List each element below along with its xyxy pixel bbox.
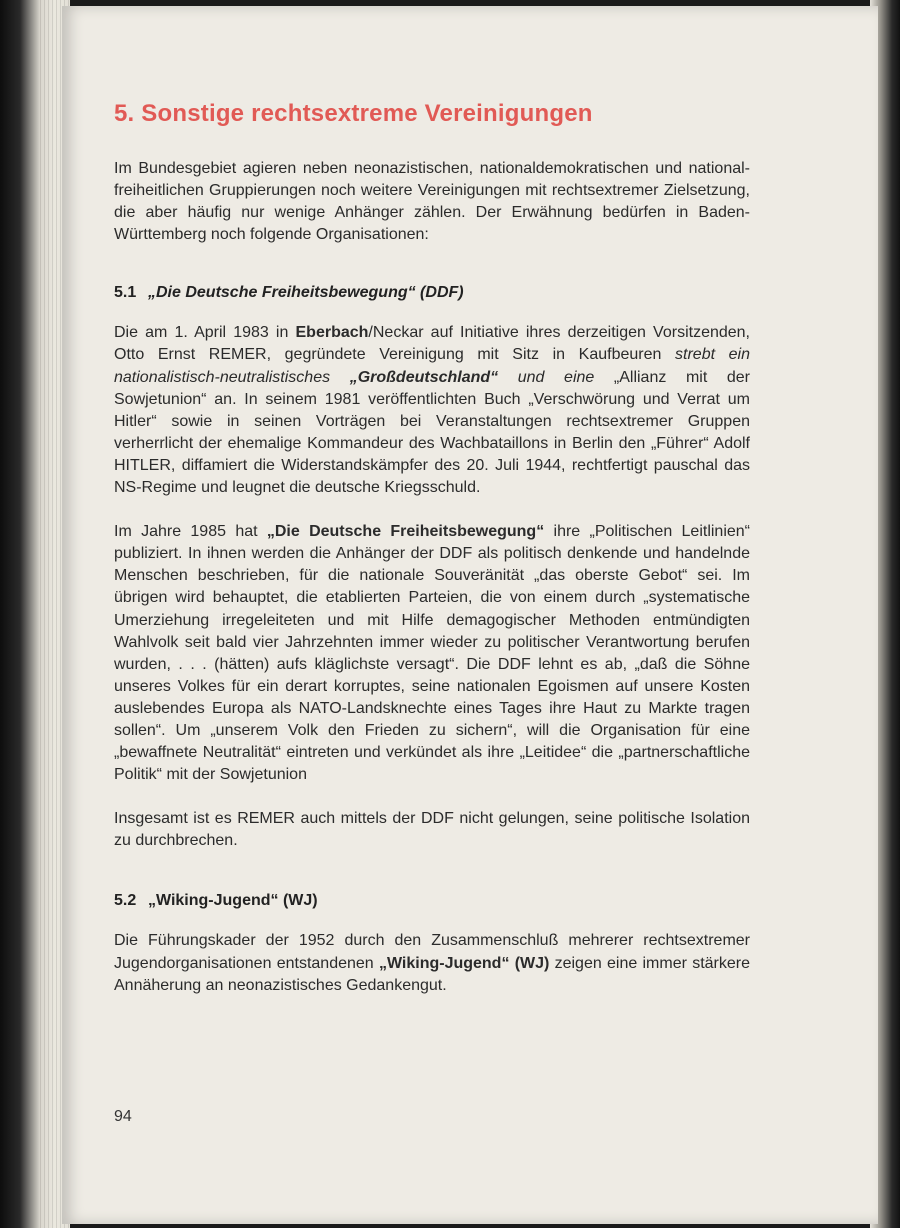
section-heading-5-2	[114, 892, 750, 910]
section-5-1-paragraph-2	[114, 521, 750, 786]
bold-run: Eberbach	[295, 324, 369, 342]
section-number: 5.2	[114, 892, 137, 910]
italic-run: und eine	[498, 368, 614, 386]
section-5-2-paragraph-1	[114, 930, 750, 996]
bold-run: „Die Deutsche Freiheitsbewegung“	[266, 523, 545, 541]
italic-run: strebt ein nationalistisch-neutralistisches	[114, 346, 750, 386]
chapter-heading: 5. Sonstige rechtsextreme Vereinigungen	[114, 100, 593, 127]
intro-paragraph: Im Bundesgebiet agieren neben neonazistischen, nationaldemokratischen und national-freiheitlichen Gruppierungen noch weitere Vereinigungen mit rechtsextremer Zielsetzung, die aber häufig nur wenige Anhänger zählen. Der Erwähnung bedürfen in Baden-Württemberg noch folgende Organisationen:	[114, 160, 750, 244]
section-number: 5.1	[114, 284, 137, 302]
section-title: „Die Deutsche Freiheitsbewegung“ (DDF)	[148, 284, 464, 302]
section-heading-5-1	[114, 284, 750, 302]
section-5-1-paragraph-1	[114, 322, 750, 499]
text-run: zeigen eine immer stärkere Annäherung an neonazistisches Gedankengut.	[114, 954, 750, 994]
text-run: „Allianz mit der Sowjetunion“ an. In seinem 1981 veröffentlichten Buch „Verschwörung und Verrat um Hitler“ sowie in seinen Vorträgen bei Veranstaltungen rechtsextremer Gruppen verherrlicht der ehemalige Kommandeur des Wachbataillons in Berlin den „Führer“ Adolf HITLER, diffamiert die Widerstandskämpfer des 20. Juli 1944, rechtfertigt pauschal das NS-Regime und leugnet die deutsche Kriegsschuld.	[114, 368, 750, 497]
bold-run: „Wiking-Jugend“ (WJ)	[378, 954, 550, 972]
bold-italic-run: „Großdeutschland“	[349, 368, 499, 386]
text-run: Im Jahre 1985 hat	[114, 523, 267, 541]
section-5-1-paragraph-3: Insgesamt ist es REMER auch mittels der DDF nicht gelungen, seine politische Isolation zu durchbrechen.	[114, 810, 750, 850]
text-run: Die Führungskader der 1952 durch den Zusammenschluß mehrerer rechtsextremer Jugendorganisationen entstandenen	[114, 932, 750, 972]
text-run: Die am 1. April 1983 in	[114, 324, 296, 342]
text-run: ihre „Politischen Leitlinien“ publiziert. In ihnen werden die Anhänger der DDF als politisch denkende und handelnde Menschen beschrieben, für die nationale Souveränität „das oberste Gebot“ sei. Im übrigen wird behauptet, die etablierten Parteien, die von einem durch „systematische Umerziehung irregeleiteten und mit Hilfe demagogischer Methoden entmündigten Wahlvolk seit bald vier Jahrzehnten immer wieder zu politischer Verantwortung berufen wurden, . . . (hätten) aufs kläglichste versagt“. Die DDF lehnt es ab, „daß die Söhne unseres Volkes für ein derart korruptes, seine nationalen Egoismen auf unsere Kosten auslebendes Europa als NATO-Landsknechte eines Tages ihre Haut zu Markte tragen sollen“. Um „unserem Volk den Frieden zu sichern“, will die Organisation für eine „bewaffnete Neutralität“ eintreten und verkündet als ihre „Leitidee“ die „partnerschaftliche Politik“ mit der Sowjetunion	[114, 523, 751, 784]
text-run: /Neckar auf Initiative ihres derzeitigen Vorsitzenden, Otto Ernst REMER, gegründete Vereinigung mit Sitz in Kaufbeuren	[114, 324, 751, 364]
page-content	[114, 100, 750, 997]
section-title: „Wiking-Jugend“ (WJ)	[148, 892, 318, 910]
page-number: 94	[114, 1108, 132, 1125]
